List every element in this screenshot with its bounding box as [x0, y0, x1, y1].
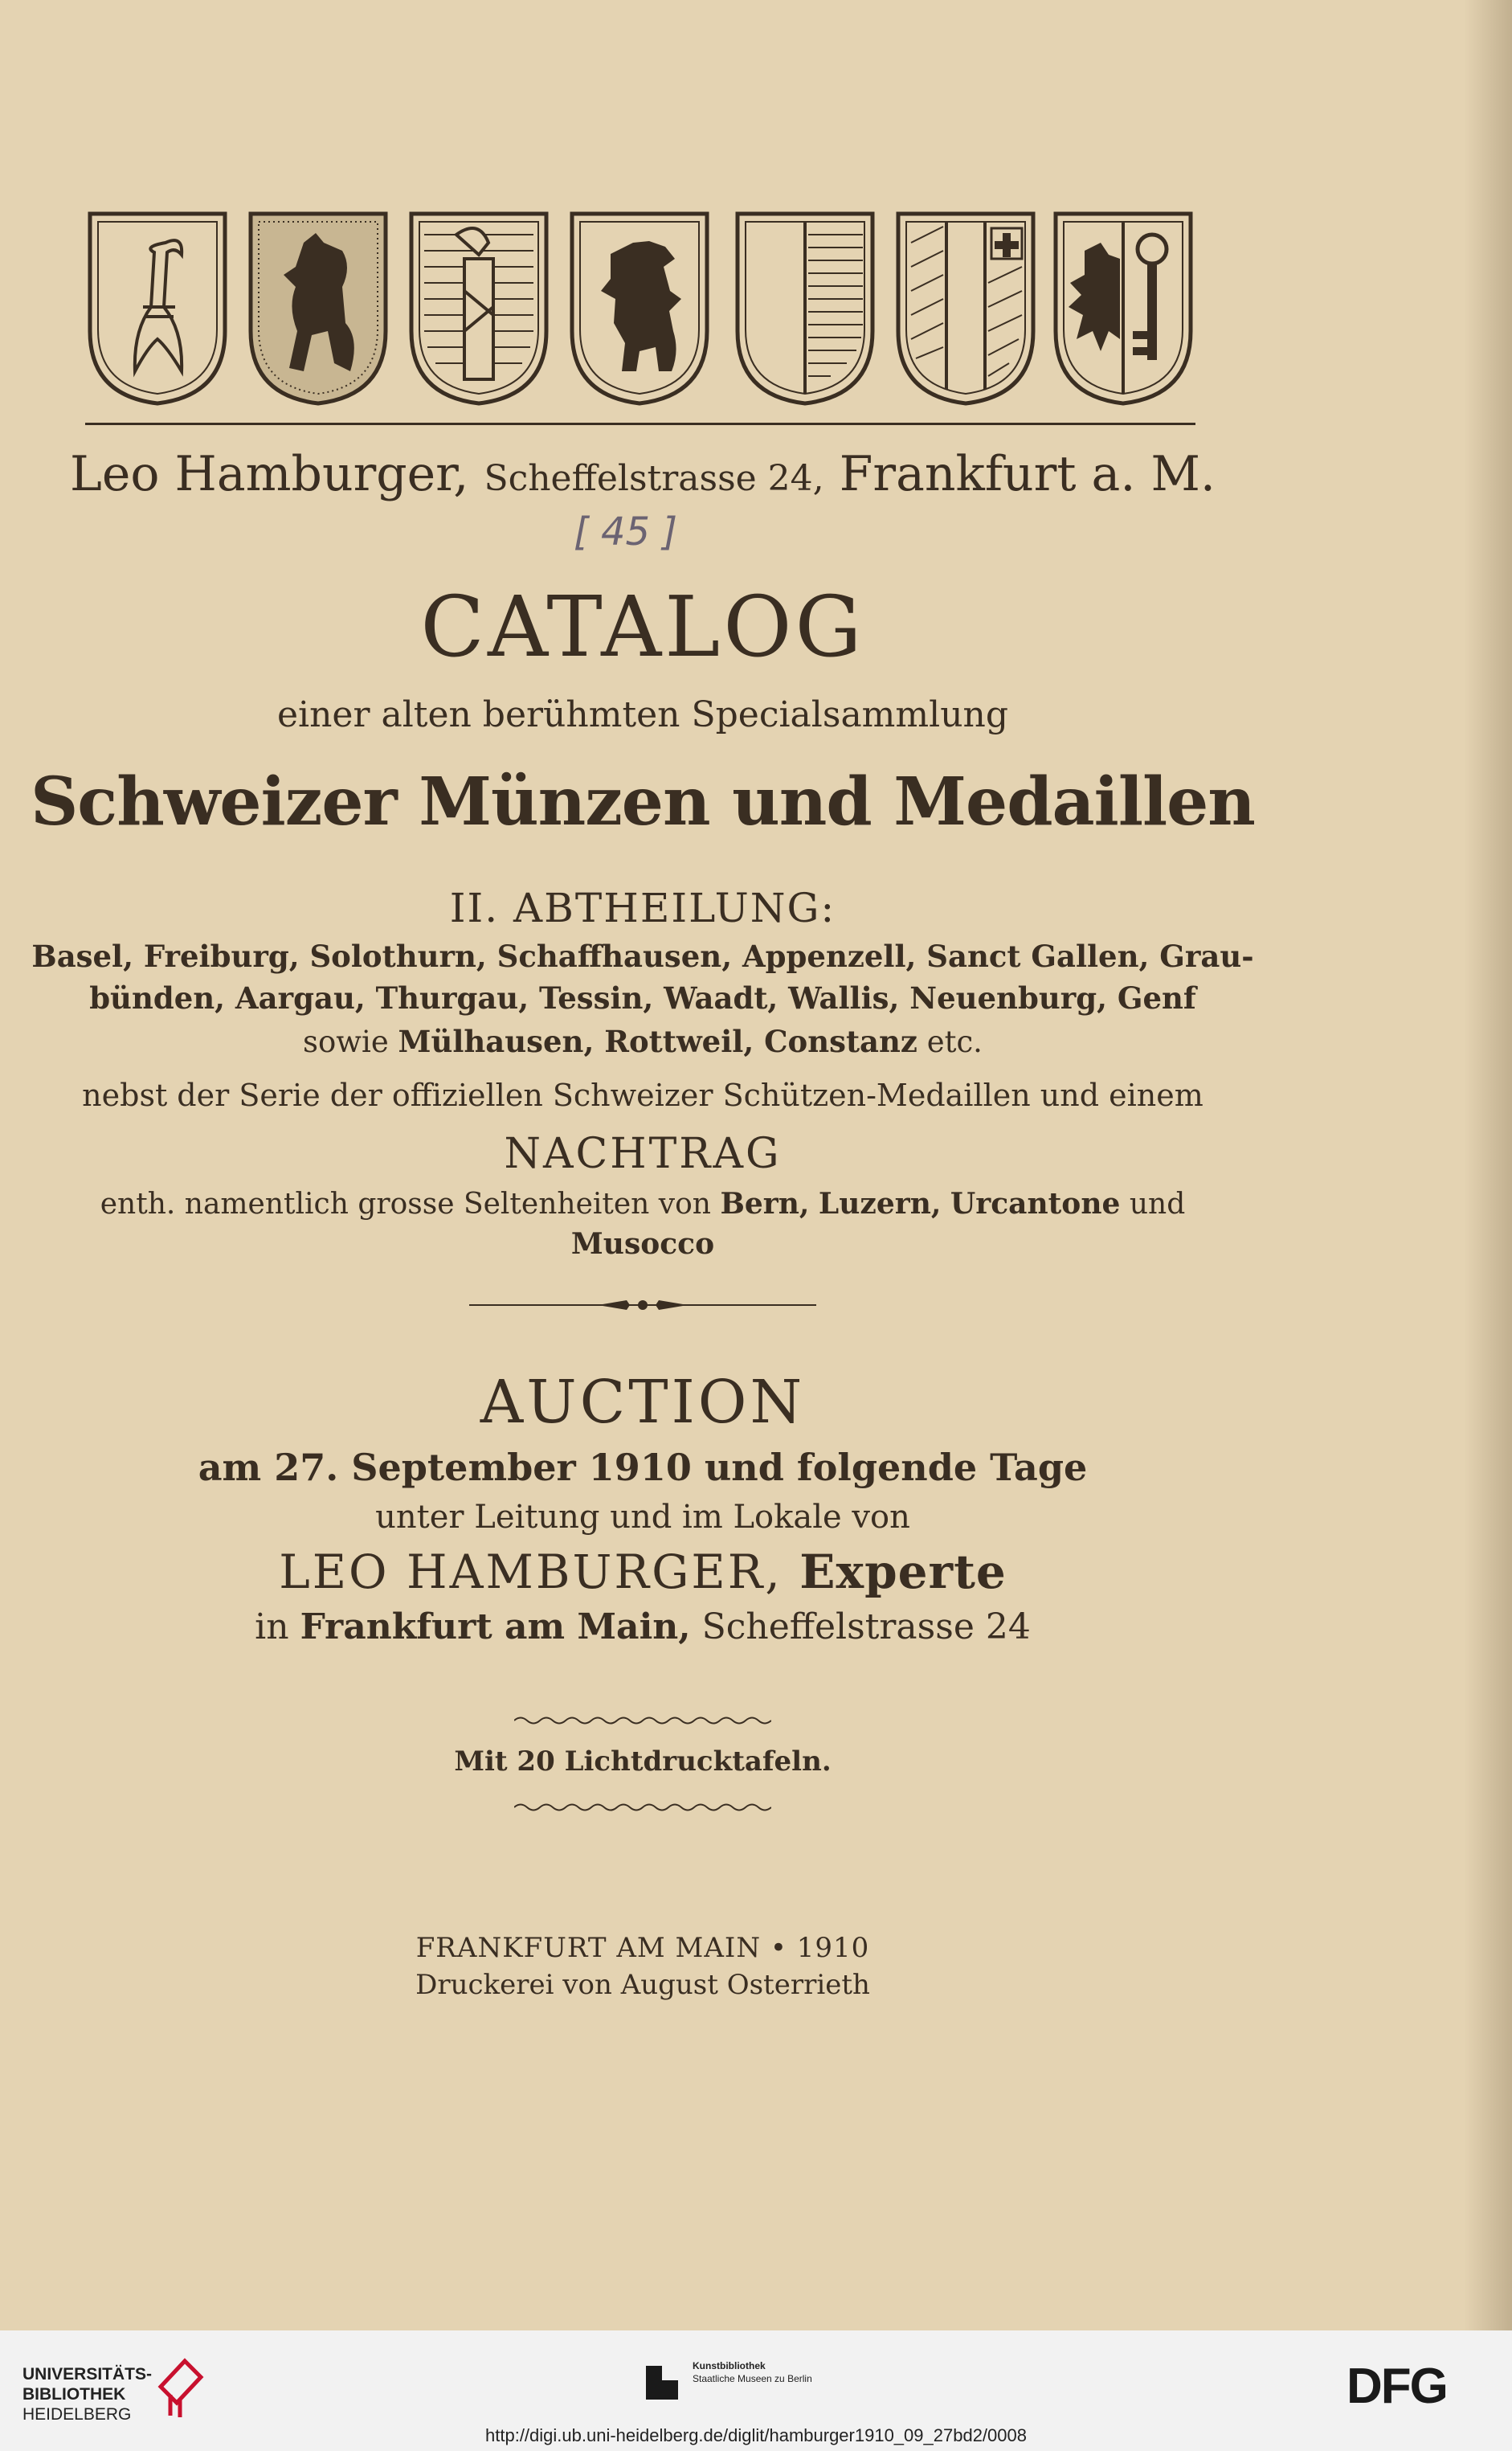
- auction-expert: [0, 1543, 1285, 1601]
- nachtrag-line-1-suffix: und: [1129, 1188, 1186, 1221]
- section-line-3: [0, 1022, 1285, 1062]
- neuchatel-stripes-shield-icon: [734, 211, 876, 407]
- dfg-logo: DFG: [1346, 2359, 1447, 2414]
- ub-heidelberg-logo-icon: [153, 2355, 209, 2419]
- nachtrag-bern: Bern,: [720, 1187, 810, 1221]
- geneva-eagle-key-shield-icon: [1052, 211, 1194, 407]
- auction-date: am 27. September 1910 und folgende Tage: [198, 1446, 1088, 1489]
- section-line-1: Basel, Freiburg, Solothurn, Schaffhausen, Appenzell, Sanct Gallen, Grau-: [31, 939, 1254, 974]
- auction-address: [0, 1604, 1285, 1651]
- section-line-3-suffix: etc.: [926, 1025, 983, 1059]
- auction-lead: unter Leitung und im Lokale von: [375, 1499, 910, 1536]
- publisher-street: Scheffelstrasse 24,: [484, 458, 824, 499]
- section-heading: II. ABTHEILUNG:: [449, 885, 836, 931]
- publisher-name: Leo Hamburger,: [70, 446, 469, 502]
- expert-title: Experte: [799, 1545, 1007, 1599]
- nachtrag-urcantone: Urcantone: [950, 1187, 1121, 1221]
- kb-line-1: Kunstbibliothek: [693, 2360, 766, 2371]
- section-line-4: nebst der Serie der offiziellen Schweizer Schützen-Medaillen und einem: [82, 1078, 1203, 1113]
- ornament-divider-icon: [469, 1295, 816, 1315]
- ub-heidelberg-logo-text: [22, 2364, 152, 2424]
- plates-note: Mit 20 Lichtdrucktafeln.: [454, 1745, 832, 1778]
- kunstbibliothek-text: [693, 2359, 812, 2385]
- neuchatel-cross-shield-icon: [895, 211, 1036, 407]
- publisher-line: [0, 440, 1285, 513]
- address-city: Frankfurt am Main,: [300, 1606, 691, 1647]
- kb-line-2: Staatliche Museen zu Berlin: [693, 2373, 812, 2384]
- expert-name: LEO HAMBURGER,: [279, 1545, 783, 1599]
- handwritten-shelfmark: [ 45 ]: [574, 509, 678, 554]
- section-line-2: bünden, Aargau, Thurgau, Tessin, Waadt, Wallis, Neuenburg, Genf: [89, 980, 1196, 1016]
- nachtrag-luzern: Luzern,: [818, 1187, 942, 1221]
- nachtrag-line-2: Musocco: [570, 1227, 715, 1261]
- wavy-rule-top-icon: [514, 1715, 771, 1726]
- main-title: Schweizer Münzen und Medaillen: [31, 763, 1255, 841]
- publisher-city: Frankfurt a. M.: [839, 446, 1216, 502]
- st-gallen-fasces-shield-icon: [408, 211, 550, 407]
- nachtrag-line-1-prefix: enth. namentlich grosse Seltenheiten von: [100, 1188, 711, 1221]
- nachtrag-line-1: [0, 1185, 1285, 1224]
- appenzell-standing-bear-shield-icon: [569, 211, 710, 407]
- section-line-3-places: Mülhausen, Rottweil, Constanz: [398, 1024, 917, 1059]
- section-line-3-prefix: sowie: [303, 1025, 389, 1059]
- ub-line-1: UNIVERSITÄTS-: [22, 2365, 153, 2383]
- wavy-rule-bottom-icon: [514, 1802, 771, 1813]
- coats-of-arms-row: [87, 211, 1195, 411]
- imprint-line-2: Druckerei von August Osterrieth: [415, 1969, 870, 2001]
- address-street: Scheffelstrasse 24: [701, 1606, 1031, 1647]
- nachtrag-heading: NACHTRAG: [504, 1130, 782, 1178]
- source-url[interactable]: http://digi.ub.uni-heidelberg.de/diglit/hamburger1910_09_27bd2/0008: [485, 2425, 1027, 2445]
- header-rule: [85, 423, 1195, 425]
- auction-heading: AUCTION: [480, 1368, 806, 1437]
- kunstbibliothek-logo-icon: [643, 2363, 691, 2403]
- imprint-line-1: FRANKFURT AM MAIN • 1910: [415, 1932, 870, 1964]
- basel-shield-icon: [87, 211, 228, 407]
- ub-line-3: HEIDELBERG: [22, 2405, 132, 2424]
- catalog-subtitle: einer alten berühmten Specialsammlung: [276, 694, 1009, 735]
- address-prefix: in: [255, 1606, 289, 1647]
- catalog-heading: CATALOG: [420, 578, 865, 676]
- ub-line-2: BIBLIOTHEK: [22, 2385, 126, 2404]
- appenzell-bear-shield-icon: [247, 211, 389, 407]
